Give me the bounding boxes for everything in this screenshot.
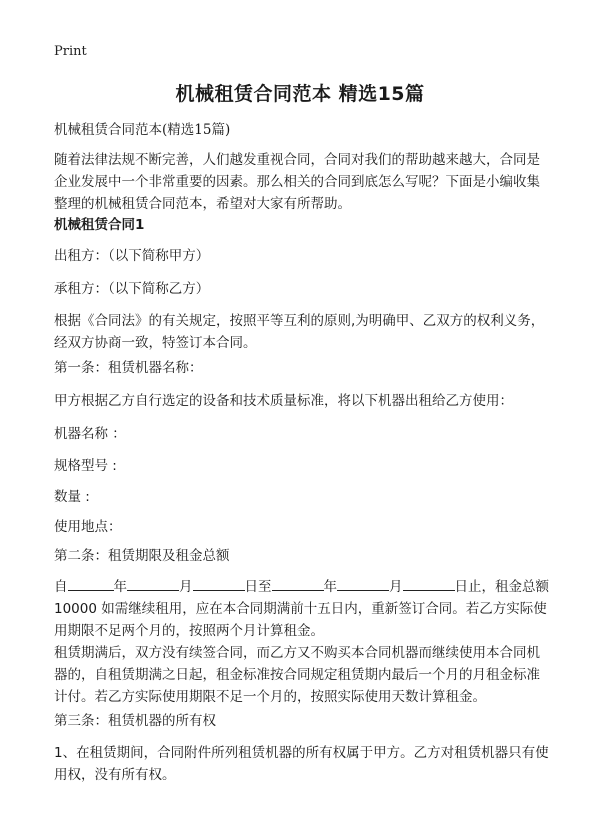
period-day-end: 日止，租金 (454, 579, 522, 595)
quantity-field: 数量 : (54, 489, 90, 505)
period-rest: 总额 10000 如需继续租用，应在本合同期满前十五日内，重新签订合同。若乙方实际使用期限不足两个月的，按照两个月计算租金。 (54, 579, 549, 639)
article-3-heading: 第三条：租赁机器的所有权 (54, 713, 216, 729)
blank-line (68, 576, 114, 591)
period-day-to: 日至 (244, 579, 272, 595)
expiry-paragraph: 租赁期满后，双方没有续签合同，而乙方又不购买本合同机器而继续使用本合同机器的，自租赁期满之日起，租金标准按合同规定租赁期内最后一个月的月租金标准计付。若乙方实际使用期限不足一个月的，按照实际使用天数计算租金。 (54, 645, 540, 705)
intro-paragraph: 随着法律法规不断完善，人们越发重视合同，合同对我们的帮助越来越大，合同是企业发展中一个非常重要的因素。那么相关的合同到底怎么写呢？下面是小编收集整理的机械租赁合同范本，希望对大家有所帮助。 (54, 152, 540, 212)
period-month: 月 (179, 579, 193, 595)
period-month: 月 (389, 579, 403, 595)
article-2-heading: 第二条：租赁期限及租金总额 (54, 548, 230, 564)
article-1-heading: 第一条：租赁机器名称： (54, 360, 203, 376)
model-field: 规格型号 : (54, 458, 117, 474)
machine-name-field: 机器名称 ： (54, 426, 126, 442)
blank-line (337, 576, 389, 591)
rental-period-paragraph (54, 576, 550, 642)
page-title: 机械租赁合同范本 精选15篇 (175, 83, 425, 105)
period-year: 年 (323, 579, 337, 595)
ownership-paragraph: 1、在租赁期间，合同附件所列租赁机器的所有权属于甲方。乙方对租赁机器只有使用权，没有所有权。 (54, 745, 549, 783)
blank-line (403, 576, 455, 591)
document-subtitle: 机械租赁合同范本(精选15篇) (54, 122, 231, 138)
article-1-text: 甲方根据乙方自行选定的设备和技术质量标准，将以下机器出租给乙方使用： (54, 393, 513, 409)
lessee-line: 承租方：（以下简称乙方） (54, 281, 210, 297)
period-year: 年 (113, 579, 127, 595)
lessor-line: 出租方：（以下简称甲方） (54, 248, 210, 264)
basis-paragraph: 根据《合同法》的有关规定，按照平等互利的原则,为明确甲、乙双方的权利义务，经双方协商一致，特签订本合同。 (54, 313, 545, 351)
blank-line (272, 576, 324, 591)
print-link[interactable]: Print (54, 44, 87, 59)
blank-line (193, 576, 245, 591)
period-from: 自 (54, 579, 68, 595)
blank-line (127, 576, 179, 591)
section-heading: 机械租赁合同1 (54, 217, 145, 233)
location-field: 使用地点： (54, 519, 122, 535)
